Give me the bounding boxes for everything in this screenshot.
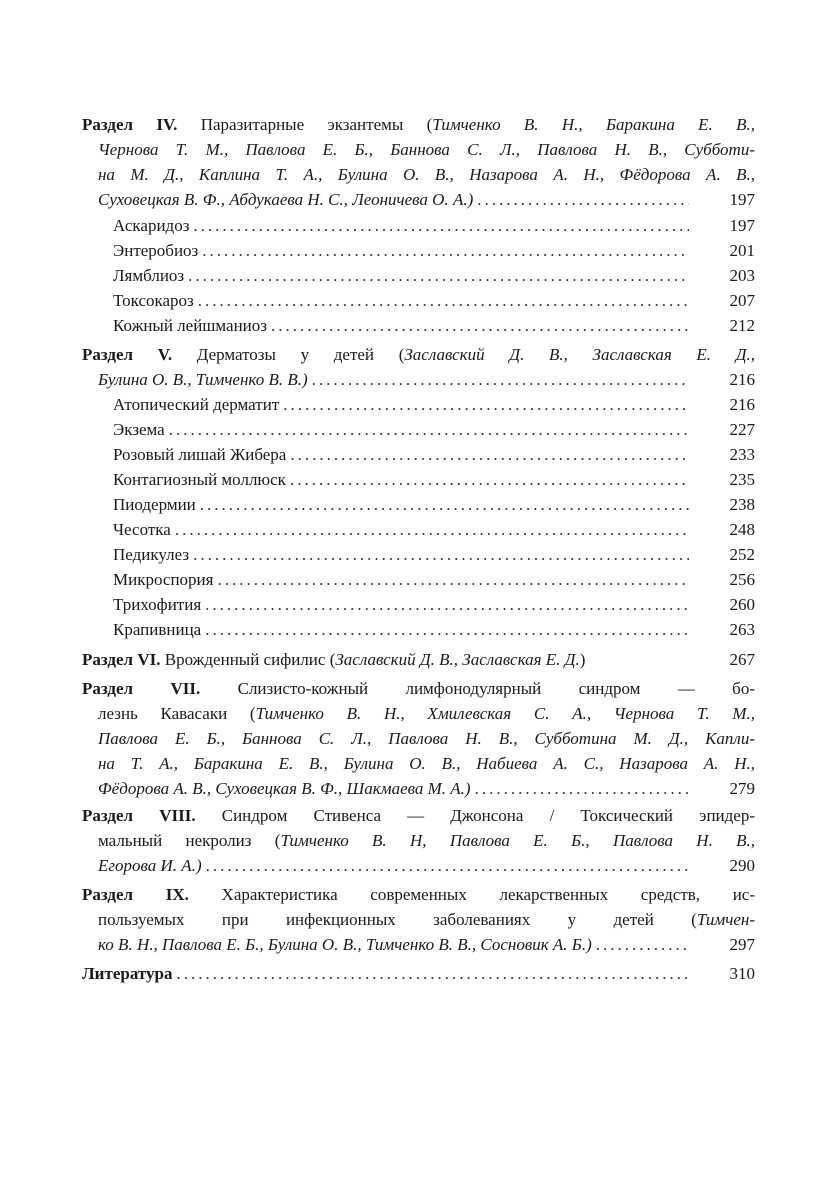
page-number: 297 — [729, 935, 755, 954]
item-title: Розовый лишай Жибера — [113, 445, 287, 464]
section-authors: Заславский Д. В., Заславская Е. Д. — [335, 650, 580, 669]
leader-dots — [290, 443, 689, 467]
section-title: Врожденный сифилис ( — [164, 650, 336, 669]
toc-item[interactable] — [113, 593, 755, 617]
section-label: Раздел V. — [82, 345, 173, 364]
page-number: 207 — [729, 291, 755, 310]
page-number: 310 — [729, 964, 755, 983]
section-title: Дерматозы у детей ( — [196, 345, 405, 364]
toc-item[interactable] — [113, 493, 755, 517]
page-number: 238 — [729, 495, 755, 514]
section-authors: Чернова Т. М., Павлова Е. Б., Баннова С. Л., Павлова Н. В., Субботи- — [98, 140, 755, 159]
toc-item[interactable] — [113, 443, 755, 467]
page-number: 197 — [729, 216, 755, 235]
leader-dots — [188, 264, 689, 288]
leader-dots — [283, 393, 689, 417]
page-number: 233 — [729, 445, 755, 464]
section-heading — [82, 648, 585, 672]
section-authors: Суховецкая В. Ф., Абдукаева Н. С., Леоничева О. А.) — [98, 190, 474, 209]
section-label: Раздел IX. — [82, 885, 189, 904]
toc-section-viii-line-1[interactable] — [82, 804, 755, 828]
page-number: 260 — [729, 595, 755, 614]
item-title: Аскаридоз — [113, 216, 190, 235]
leader-dots — [193, 543, 689, 567]
item-title: Токсокароз — [113, 291, 194, 310]
page-number: 235 — [729, 470, 755, 489]
section-authors: Тимченко В. Н., Баракина Е. В., — [432, 115, 756, 134]
page-number: 212 — [729, 316, 755, 335]
toc-section-vii-line-3 — [98, 727, 755, 751]
leader-dots — [198, 289, 689, 313]
literature-label: Литература — [82, 964, 173, 983]
toc-item[interactable] — [113, 214, 755, 238]
item-title: Чесотка — [113, 520, 171, 539]
toc-item[interactable] — [113, 314, 755, 338]
leader-dots — [205, 593, 689, 617]
page-number: 203 — [729, 266, 755, 285]
toc-section-vi[interactable] — [82, 648, 755, 672]
leader-dots — [271, 314, 689, 338]
toc-section-ix-line-3[interactable] — [98, 933, 755, 957]
item-title: Атопический дерматит — [113, 395, 280, 414]
toc-literature[interactable] — [82, 962, 755, 986]
toc-item[interactable] — [113, 239, 755, 263]
section-authors: на М. Д., Каплина Т. А., Булина О. В., Назарова А. Н., Фёдорова А. В., — [98, 165, 755, 184]
toc-section-ix-line-1[interactable] — [82, 883, 755, 907]
toc-section-vii-line-5[interactable] — [98, 777, 755, 801]
section-label: Раздел VIII. — [82, 806, 196, 825]
item-title: Крапивница — [113, 620, 202, 639]
section-title: Синдром Стивенса — Джонсона / Токсический эпидер- — [221, 806, 756, 825]
item-title: Трихофития — [113, 595, 202, 614]
item-title: Контагиозный моллюск — [113, 470, 286, 489]
section-label: Раздел VI. — [82, 650, 161, 669]
item-title: Энтеробиоз — [113, 241, 199, 260]
section-title: Паразитарные экзантемы ( — [200, 115, 433, 134]
toc-item[interactable] — [113, 264, 755, 288]
page-number: 216 — [729, 395, 755, 414]
toc-section-iv-line-2 — [98, 138, 755, 162]
toc-section-vii-line-2 — [98, 702, 755, 726]
leader-dots — [176, 962, 689, 986]
page-number: 227 — [729, 420, 755, 439]
section-label: Раздел VII. — [82, 679, 201, 698]
leader-dots — [205, 618, 689, 642]
toc-section-ix-line-2 — [98, 908, 755, 932]
item-title: Экзема — [113, 420, 165, 439]
section-authors: на Т. А., Баракина Е. В., Булина О. В., Набиева А. С., Назарова А. Н., — [98, 754, 755, 773]
section-authors: Булина О. В., Тимченко В. В.) — [98, 370, 308, 389]
page-number: 252 — [729, 545, 755, 564]
leader-dots — [290, 468, 689, 492]
section-title: Слизисто-кожный лимфонодулярный синдром — бо- — [237, 679, 755, 698]
section-authors: Егорова И. А.) — [98, 856, 202, 875]
section-authors: Заславский Д. В., Заславская Е. Д., — [404, 345, 756, 364]
toc-section-v-line-2[interactable] — [98, 368, 755, 392]
page-number: 248 — [729, 520, 755, 539]
toc-section-viii-line-3[interactable] — [98, 854, 755, 878]
item-title: Педикулез — [113, 545, 190, 564]
section-authors: Фёдорова А. В., Суховецкая В. Ф., Шакмаева М. А.) — [98, 779, 471, 798]
leader-dots — [475, 777, 689, 801]
leader-dots — [193, 214, 689, 238]
section-title: мальный некролиз ( — [98, 831, 281, 850]
section-authors: Тимченко В. Н, Павлова Е. Б., Павлова Н. В., — [280, 831, 756, 850]
item-title: Кожный лейшманиоз — [113, 316, 267, 335]
closing-paren: ) — [579, 650, 586, 669]
page-number: 290 — [729, 856, 755, 875]
leader-dots — [596, 933, 689, 957]
leader-dots — [477, 188, 689, 212]
leader-dots — [169, 418, 689, 442]
toc-section-iv-line-3 — [98, 163, 755, 187]
toc-item[interactable] — [113, 568, 755, 592]
toc-section-iv-line-1[interactable] — [82, 113, 755, 137]
section-authors: Тимчен- — [696, 910, 755, 929]
toc-section-v-line-1[interactable] — [82, 343, 755, 367]
section-authors: ко В. Н., Павлова Е. Б., Булина О. В., Тимченко В. В., Сосновик А. Б.) — [98, 935, 592, 954]
leader-dots — [206, 854, 689, 878]
toc-item[interactable] — [113, 543, 755, 567]
toc-section-iv-line-4[interactable] — [98, 188, 755, 212]
toc-item[interactable] — [113, 393, 755, 417]
page-number: 263 — [729, 620, 755, 639]
leader-dots — [200, 493, 689, 517]
leader-dots — [312, 368, 689, 392]
page-number: 256 — [729, 570, 755, 589]
page-number: 201 — [729, 241, 755, 260]
leader-dots — [202, 239, 689, 263]
item-title: Пиодермии — [113, 495, 196, 514]
toc-section-viii-line-2 — [98, 829, 755, 853]
toc-item[interactable] — [113, 289, 755, 313]
page-number: 267 — [729, 650, 755, 669]
toc-item[interactable] — [113, 418, 755, 442]
toc-section-vii-line-4 — [98, 752, 755, 776]
section-title: пользуемых при инфекционных заболеваниях у детей ( — [98, 910, 697, 929]
section-label: Раздел IV. — [82, 115, 178, 134]
page-number: 216 — [729, 370, 755, 389]
toc-item[interactable] — [113, 618, 755, 642]
item-title: Микроспория — [113, 570, 214, 589]
section-title: Характеристика современных лекарственных средств, ис- — [221, 885, 755, 904]
page-number: 279 — [729, 779, 755, 798]
toc-item[interactable] — [113, 468, 755, 492]
leader-dots — [175, 518, 689, 542]
section-authors: Павлова Е. Б., Баннова С. Л., Павлова Н. В., Субботина М. Д., Капли- — [98, 729, 755, 748]
toc-item[interactable] — [113, 518, 755, 542]
item-title: Лямблиоз — [113, 266, 185, 285]
page-number: 197 — [729, 190, 755, 209]
section-title: лезнь Кавасаки ( — [98, 704, 256, 723]
leader-dots — [217, 568, 689, 592]
section-authors: Тимченко В. Н., Хмилевская С. А., Чернова Т. М., — [255, 704, 755, 723]
toc-section-vii-line-1[interactable] — [82, 677, 755, 701]
